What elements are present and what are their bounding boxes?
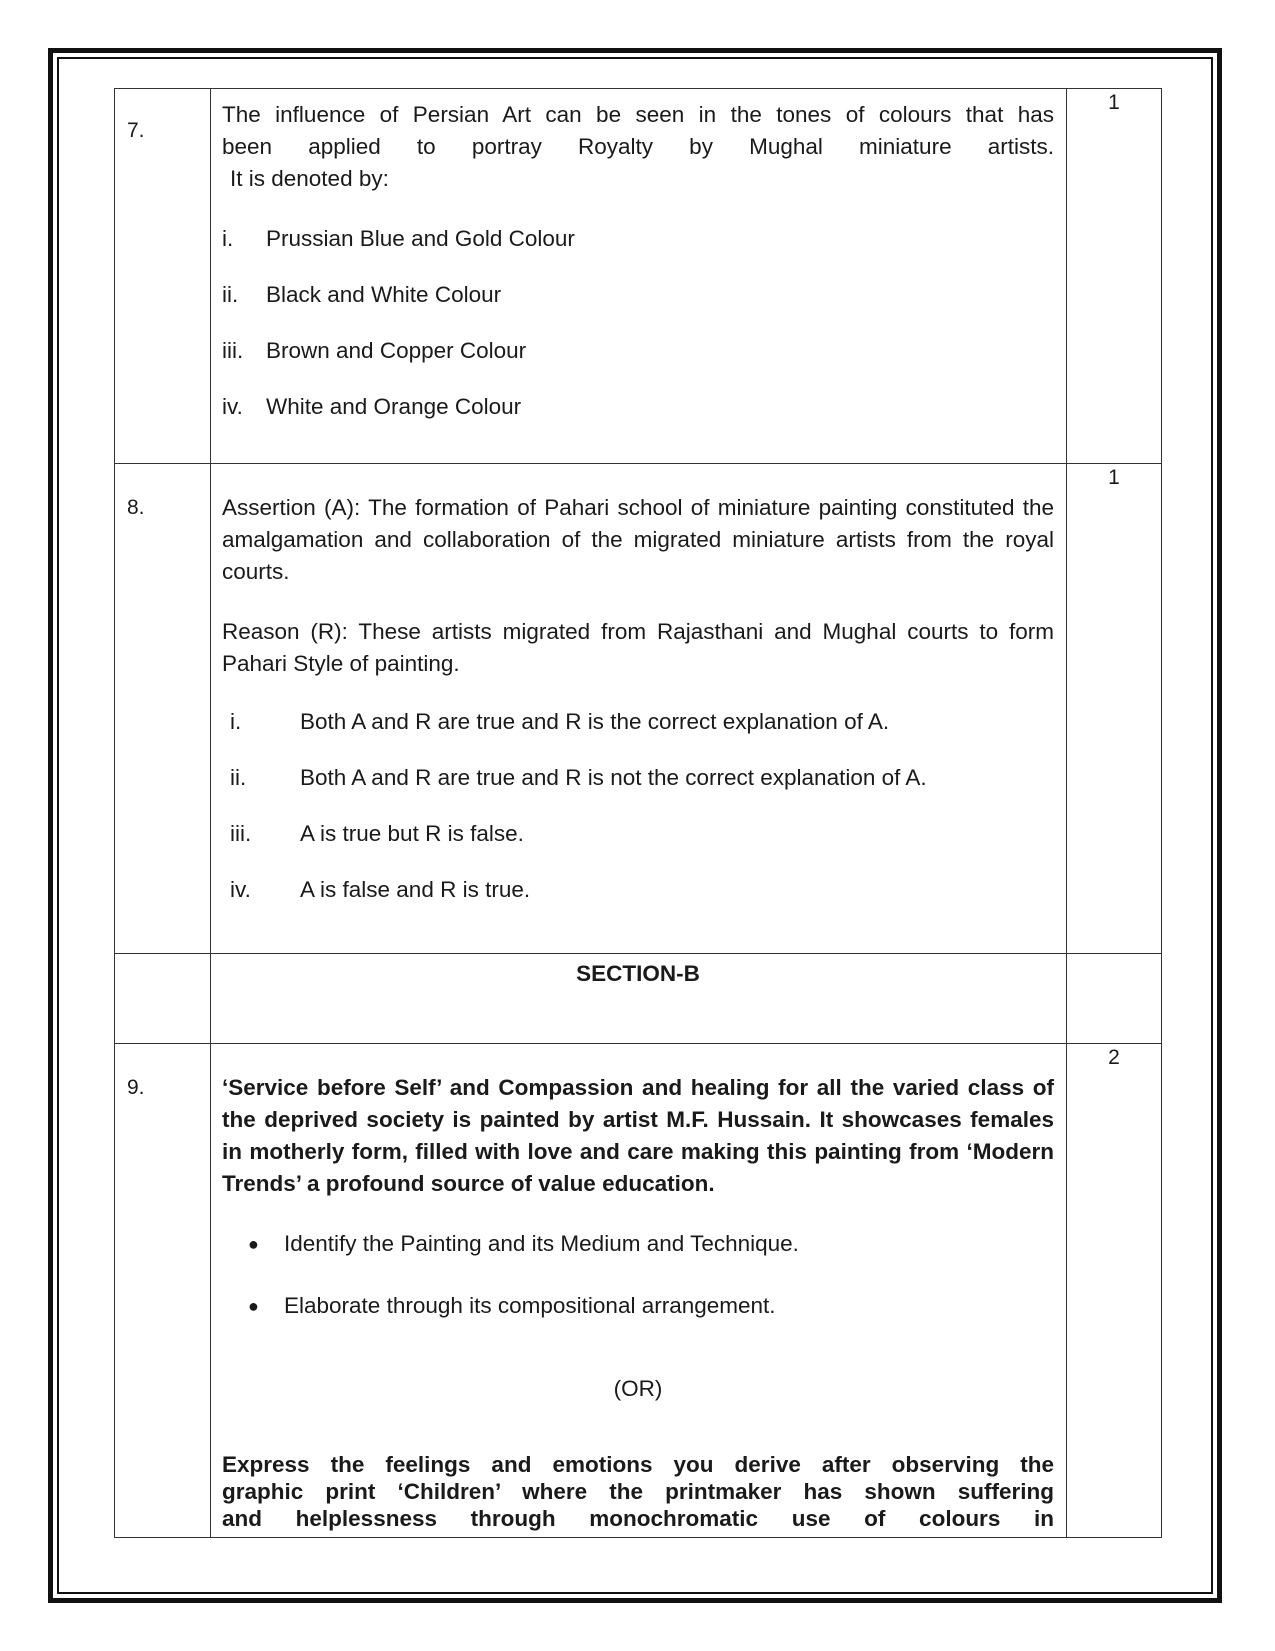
option-item [222, 279, 1054, 311]
alt-question-line: Express the feelings and emotions you derive after observing the [222, 1452, 1054, 1477]
question-row-8 [115, 464, 1162, 954]
option-number: iii. [222, 338, 244, 363]
option-text: Prussian Blue and Gold Colour [266, 226, 575, 251]
option-number: i. [222, 226, 234, 251]
question-stem-line: been applied to portray Royalty by Mughal miniature artists. [222, 134, 1054, 159]
question-number: 7. [115, 89, 211, 464]
or-separator: (OR) [613, 1375, 663, 1401]
option-item [222, 874, 1054, 906]
option-text: Black and White Colour [266, 282, 502, 307]
option-number: ii. [222, 282, 239, 307]
question-body [211, 1044, 1067, 1538]
option-number: ii. [230, 765, 247, 790]
option-text: White and Orange Colour [266, 394, 522, 419]
alt-question-line: and helplessness through monochromatic use of colours in [222, 1506, 1054, 1531]
question-stem-line: It is denoted by: [230, 166, 389, 191]
reason-text: Reason (R): These artists migrated from Rajasthani and Mughal courts to form Pahari Style of painting. [222, 619, 1054, 676]
bullet-item [222, 1228, 1054, 1260]
option-text: Both A and R are true and R is not the correct explanation of A. [300, 765, 927, 790]
section-row [115, 954, 1162, 1044]
question-marks: 1 [1067, 89, 1162, 464]
option-number: iii. [230, 821, 252, 846]
option-item [222, 223, 1054, 255]
option-text: Both A and R are true and R is the correct explanation of A. [300, 709, 890, 734]
empty-cell [115, 954, 211, 1044]
section-heading: SECTION-B [211, 954, 1067, 1044]
question-number: 8. [115, 464, 211, 954]
option-item [222, 391, 1054, 423]
option-item [222, 762, 1054, 794]
question-marks: 1 [1067, 464, 1162, 954]
alt-question-line: graphic print ‘Children’ where the printmaker has shown suffering [222, 1479, 1054, 1504]
question-stem: ‘Service before Self’ and Compassion and healing for all the varied class of the deprived society is painted by artist M.F. Hussain. It showcases females in motherly form, filled with love and care making this painting from ‘Modern Trends’ a profound source of value education. [222, 1075, 1054, 1196]
option-text: A is false and R is true. [300, 877, 531, 902]
bullet-item [222, 1290, 1054, 1322]
question-row-7 [115, 89, 1162, 464]
option-text: A is true but R is false. [300, 821, 524, 846]
question-table [114, 88, 1162, 1538]
option-text: Brown and Copper Colour [266, 338, 527, 363]
option-item [222, 335, 1054, 367]
question-row-9 [115, 1044, 1162, 1538]
question-stem-line: The influence of Persian Art can be seen in the tones of colours that has [222, 102, 1054, 127]
option-item [222, 706, 1054, 738]
option-number: i. [230, 709, 242, 734]
bullet-text: Elaborate through its compositional arrangement. [284, 1293, 776, 1318]
option-number: iv. [222, 394, 243, 419]
bullet-icon: ● [248, 1234, 259, 1254]
question-body [211, 89, 1067, 464]
question-body [211, 464, 1067, 954]
bullet-text: Identify the Painting and its Medium and Technique. [284, 1231, 799, 1256]
question-marks: 2 [1067, 1044, 1162, 1538]
bullet-icon: ● [248, 1296, 259, 1316]
empty-cell [1067, 954, 1162, 1044]
option-item [222, 818, 1054, 850]
question-number: 9. [115, 1044, 211, 1538]
option-number: iv. [230, 877, 251, 902]
assertion-text: Assertion (A): The formation of Pahari school of miniature painting constituted the amalgamation and collaboration of the migrated miniature artists from the royal courts. [222, 495, 1054, 584]
